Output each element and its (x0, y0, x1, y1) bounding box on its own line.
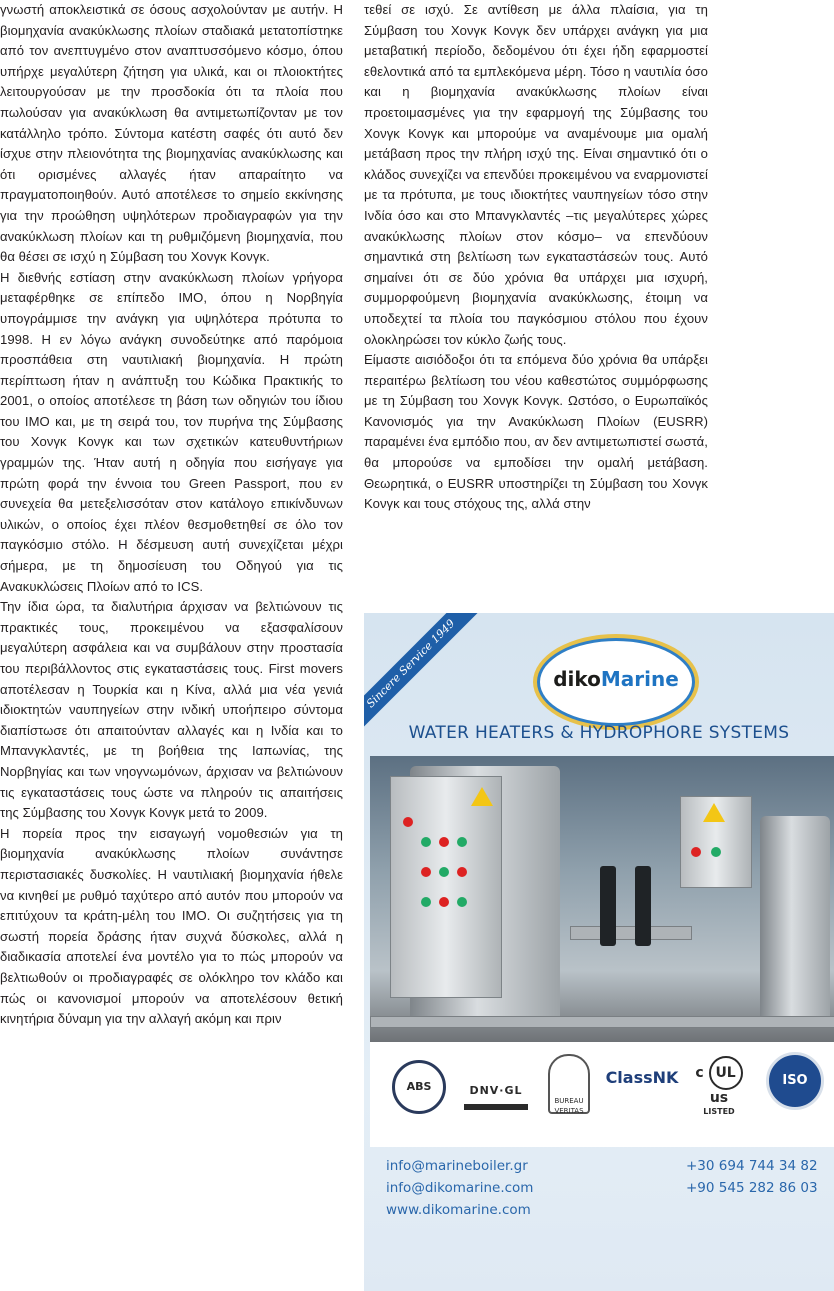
logo-text-part2: Marine (600, 667, 679, 691)
secondary-control-panel (680, 796, 752, 888)
indicator-light-icon (439, 897, 449, 907)
hydrophore-tank (760, 816, 830, 1026)
dikomarine-advertisement[interactable] (364, 613, 834, 1291)
website-link[interactable]: www.dikomarine.com (386, 1202, 531, 1218)
email-link[interactable]: info@marineboiler.gr (386, 1158, 528, 1174)
ad-contacts (364, 1147, 834, 1291)
indicator-light-icon (439, 867, 449, 877)
ul-mark: UL (709, 1056, 743, 1090)
certification-logos (370, 1042, 834, 1147)
indicator-light-icon (457, 897, 467, 907)
indicator-light-icon (691, 847, 701, 857)
base-rail (370, 1016, 834, 1028)
ad-ribbon: Sincere Service 1949 (364, 613, 479, 732)
indicator-light-icon (421, 867, 431, 877)
logo-text-part1: diko (553, 667, 601, 691)
indicator-light-icon (457, 837, 467, 847)
indicator-light-icon (457, 867, 467, 877)
abs-logo: ABS (392, 1060, 446, 1114)
ul-us-mark: us (709, 1090, 729, 1106)
paragraph: Είμαστε αισιόδοξοι ότι τα επόμενα δύο χρόνια θα υπάρξει περαιτέρω βελτίωση του νέου καθεστώτος συμμόρφωσης με τη Σύμβαση του Χονγκ Κονγκ. Ωστόσο, ο Ευρωπαϊκός Κανονισμός για την Ανακύκλωση Πλοίων (EUSRR) παραμένει ένα εμπόδιο που, αν δεν αντιμετωπιστεί σωστά, θα μπορούσε να εμποδίσει την ομαλή μετάβαση. Θεωρητικά, ο EUSRR υποστηρίζει τη Σύμβαση του Χονγκ Κονγκ και τους στόχους της, αλλά στην (364, 352, 708, 512)
paragraph: γνωστή αποκλειστικά σε όσους ασχολούνταν με αυτήν. Η βιομηχανία ανακύκλωσης πλοίων σταδιακά μετατοπίστηκε από τον ανεπτυγμένο στον αναπτυσσόμενο κόσμο, όπου υπήρχε μεγαλύτερη ζήτηση για υλικά, και οι πλοιοκτήτες λειτουργούσαν με την προσδοκία ότι τα πλοία που πωλούσαν για ανακύκλωση θα αντιμετωπίζονταν με τον κατάλληλο τρόπο. Σύντομα κατέστη σαφές ότι αυτό δεν ίσχυε στην πλειονότητα της βιομηχανίας ανακύκλωσης και ότι ορισμένες αλλαγές ήταν απαραίτητο να πραγματοποιηθούν. Αυτό αποτέλεσε το σημείο εκκίνησης για την προώθηση υψηλότερων προδιαγραφών για την ανακύκλωση πλοίων και τη ρυθμιζόμενη βιομηχανία, που θα θέσει σε ισχύ η Σύμβαση του Χονγκ Κονγκ. (0, 2, 343, 265)
classnk-logo: ClassNK (605, 1068, 679, 1087)
emergency-stop-icon (403, 817, 413, 827)
dnv-gl-logo: DNV·GL (464, 1078, 528, 1110)
product-photo (370, 756, 834, 1042)
pump-icon (635, 866, 651, 946)
pump-icon (600, 866, 616, 946)
dikomarine-logo (537, 638, 695, 726)
indicator-light-icon (421, 897, 431, 907)
indicator-light-icon (421, 837, 431, 847)
phone-number[interactable]: +30 694 744 34 82 (686, 1158, 818, 1174)
indicator-light-icon (711, 847, 721, 857)
email-link[interactable]: info@dikomarine.com (386, 1180, 534, 1196)
pipe (570, 926, 692, 940)
article-right-column (364, 0, 708, 515)
warning-triangle-icon (471, 787, 493, 806)
ad-headline: WATER HEATERS & HYDROPHORE SYSTEMS (408, 723, 790, 743)
control-panel (390, 776, 502, 998)
article-left-column (0, 0, 343, 1030)
ul-listed-label: LISTED (703, 1107, 735, 1116)
indicator-light-icon (439, 837, 449, 847)
paragraph: Την ίδια ώρα, τα διαλυτήρια άρχισαν να βελτιώνουν τις πρακτικές τους, προκειμένου να εξασφαλίσουν μεγαλύτερη ασφάλεια και να συμβάλουν στην προστασία του περιβάλλοντος στις εγκαταστάσεις τους. First movers αποτέλεσαν η Τουρκία και η Κίνα, αλλά μια νέα γενιά ιδιοκτητών ναυπηγείων στην ινδική υποήπειρο σύντομα διαπίστωσε ότι απαιτούνταν αλλαγές και η Ινδία και το Μπανγκλαντές, με τη βοήθεια της Ιαπωνίας, της Νορβηγίας και των νηογνωμόνων, άρχισαν να βελτιώνουν τις εγκαταστάσεις τους ώστε να πληρούν τις απαιτήσεις της Σύμβασης του Χονγκ Κονγκ μετά το 2009. (0, 599, 343, 821)
bureau-veritas-logo: BUREAU VERITAS (548, 1054, 590, 1114)
paragraph: Η διεθνής εστίαση στην ανακύκλωση πλοίων γρήγορα μεταφέρθηκε σε επίπεδο IMO, όπου η Νορβηγία υπογράμμισε την ανάγκη για υψηλότερα πρότυπα το 1998. Η εν λόγω ανάγκη συνοδεύτηκε από παρόμοια προσπάθεια στη ναυτιλιακή βιομηχανία. Η πρώτη περίπτωση ήταν η ανάπτυξη του Κώδικα Πρακτικής το 2001, ο οποίος αποτέλεσε τη βάση των οδηγιών του ίδιου του IMO και, με τη σειρά του, τον πυρήνα της Σύμβασης του Χονγκ Κονγκ και των σχετικών κατευθυντήριων γραμμών της. Ήταν αυτή η οδηγία που εισήγαγε για πρώτη φορά την έννοια του Green Passport, που εν συνεχεία θα μετεξελισσόταν στον κατάλογο επικίνδυνων υλικών, ο οποίος έχει πλέον θεσμοθετηθεί σε όλο τον παγκόσμιο στόλο. Η δέσμευση αυτή συνεχίζεται μέχρι σήμερα, με τη δημοσίευση του Οδηγού για τις Ανακυκλώσεις Πλοίων από το ICS. (0, 269, 343, 594)
phone-number[interactable]: +90 545 282 86 03 (686, 1180, 818, 1196)
ul-c-mark: c (695, 1065, 704, 1081)
paragraph: τεθεί σε ισχύ. Σε αντίθεση με άλλα πλαίσια, για τη Σύμβαση του Χονγκ Κονγκ δεν υπάρχει ανάγκη για μια μεταβατική περίοδο, δεδομένου ότι έχει ήδη εφαρμοστεί εθελοντικά από τα εμπλεκόμενα μέρη. Τόσο η ναυτιλία όσο και η βιομηχανία ανακύκλωσης πλοίων είναι προετοιμασμένες για την εφαρμογή της Σύμβασης του Χονγκ Κονγκ και μπορούμε να αναμένουμε μια ομαλή μετάβαση προς την πλήρη ισχύ της. Είναι σημαντικό ότι ο κλάδος συνεχίζει να επενδύει προκειμένου να εναρμονιστεί με τα πρότυπα, με τους ιδιοκτήτες ναυπηγείων τόσο στην Ινδία όσο και στο Μπανγκλαντές –τις μεγαλύτερες χώρες ανακύκλωσης πλοίων στον κόσμο– να επενδύουν σημαντικά στη βελτίωση των εγκαταστάσεών τους. Αυτό σημαίνει ότι σε δύο χρόνια θα υπάρχει μια ισχυρή, συμμορφούμενη βιομηχανία ανακύκλωσης, έτοιμη να υποδεχτεί τα πλοία του παγκόσμιου στόλου που έχουν ολοκληρώσει τον κύκλο ζωής τους. (364, 2, 708, 347)
paragraph: Η πορεία προς την εισαγωγή νομοθεσιών για τη βιομηχανία ανακύκλωσης πλοίων συνάντησε περιστασιακές δυσκολίες. Η ναυτιλιακή βιομηχανία ήθελε να κινηθεί με ρυθμό ταχύτερο από αυτόν που μπορούν να επιτύχουν τα κράτη-μέλη του IMO. Οι συζητήσεις για τη σωστή πορεία δράσης ήταν συχνά δύσκολες, αλλά η διαδικασία αποτελεί ένα μοντέλο για το πώς μπορούν να βελτιωθούν οι προδιαγραφές σε ολόκληρο τον κλάδο και πώς οι κανονισμοί μπορούν να αποτελέσουν θετική κινητήρια δύναμη για την αλλαγή ακόμη και πριν (0, 825, 343, 1027)
warning-triangle-icon (703, 803, 725, 822)
logo-wordmark (540, 667, 692, 691)
iso-certified-logo: ISO (766, 1052, 824, 1110)
ul-listed-logo (692, 1056, 746, 1116)
